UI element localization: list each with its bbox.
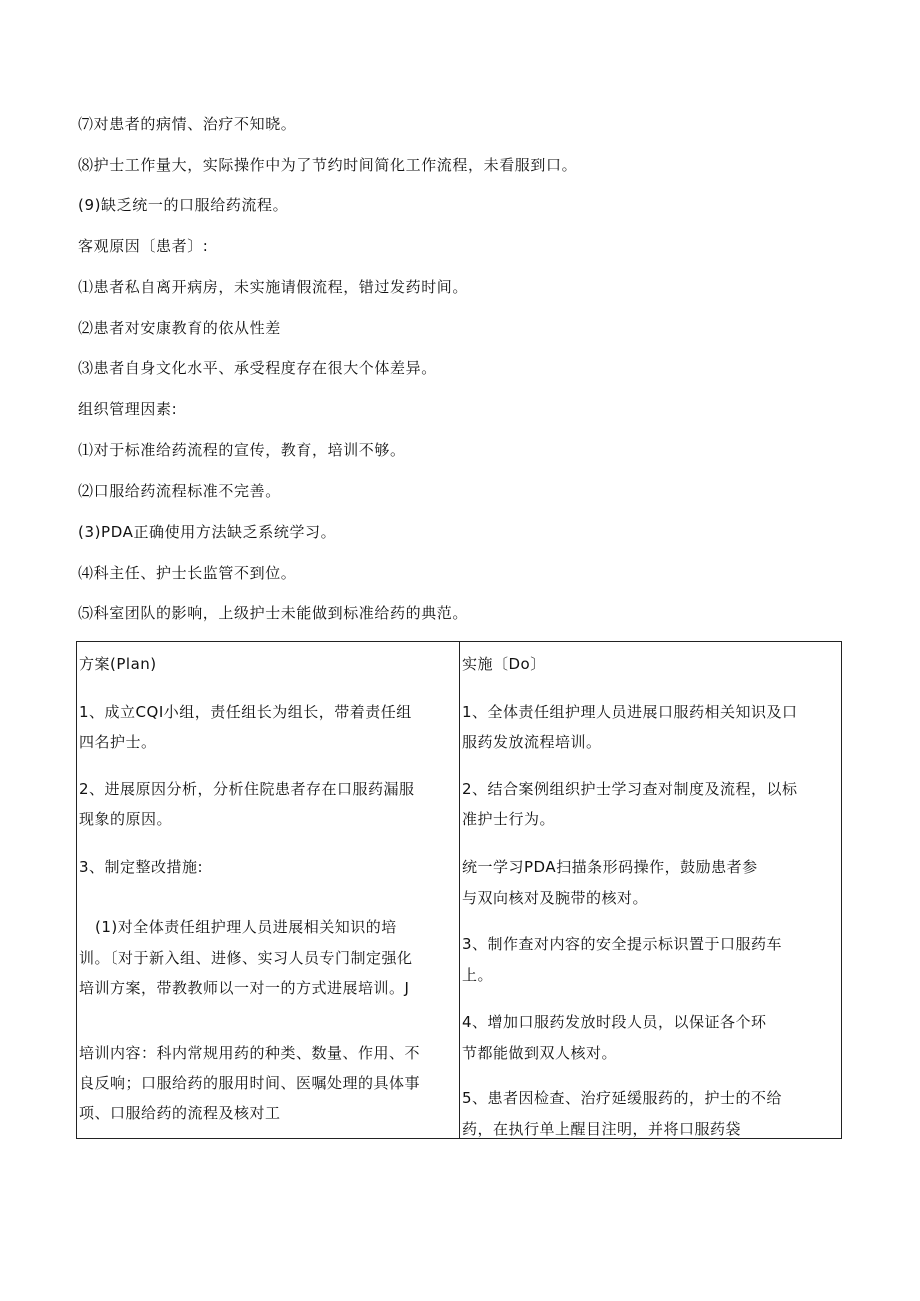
plan-line: 项、口服给药的流程及核对工 xyxy=(79,1104,281,1122)
cause-item-8: ⑻护士工作量大，实际操作中为了节约时间简化工作流程，未看服到口。 xyxy=(78,156,578,174)
patient-cause-3: ⑶患者自身文化水平、承受程度存在很大个体差异。 xyxy=(78,359,437,377)
plan-line: 3、制定整改措施: xyxy=(79,858,204,876)
plan-cell xyxy=(77,642,459,1138)
management-factor-3: (3)PDA正确使用方法缺乏系统学习。 xyxy=(78,523,337,541)
do-line: 药，在执行单上醒目注明，并将口服药袋 xyxy=(462,1120,742,1138)
plan-line: (1)对全体责任组护理人员进展相关知识的培 xyxy=(95,918,397,936)
management-factor-1: ⑴对于标准给药流程的宣传，教育，培训不够。 xyxy=(78,441,406,459)
cause-item-9: (9)缺乏统一的口服给药流程。 xyxy=(78,196,289,214)
section-heading-management-factors: 组织管理因素: xyxy=(78,400,178,418)
patient-cause-1: ⑴患者私自离开病房，未实施请假流程，错过发药时间。 xyxy=(78,278,469,296)
plan-line: 训。〔对于新入组、进修、实习人员专门制定强化 xyxy=(79,949,413,967)
do-line: 服药发放流程培训。 xyxy=(462,733,602,751)
plan-header: 方案(Plan) xyxy=(79,655,157,673)
do-line: 统一学习PDA扫描条形码操作，鼓励患者参 xyxy=(462,858,758,876)
patient-cause-2: ⑵患者对安康教育的依从性差 xyxy=(78,319,281,337)
management-factor-2: ⑵口服给药流程标准不完善。 xyxy=(78,482,281,500)
do-line: 1、全体责任组护理人员进展口服药相关知识及口 xyxy=(462,703,798,721)
plan-line: 四名护士。 xyxy=(79,733,157,751)
management-factor-5: ⑸科室团队的影响，上级护士未能做到标准给药的典范。 xyxy=(78,604,469,622)
cause-item-7: ⑺对患者的病情、治疗不知晓。 xyxy=(78,115,297,133)
plan-line: 2、进展原因分析，分析住院患者存在口服药漏服 xyxy=(79,780,415,798)
do-line: 上。 xyxy=(462,966,494,984)
do-line: 准护士行为。 xyxy=(462,810,556,828)
management-factor-4: ⑷科主任、护士长监管不到位。 xyxy=(78,564,297,582)
plan-line: 现象的原因。 xyxy=(79,810,173,828)
plan-line: 培训内容：科内常规用药的种类、数量、作用、不 xyxy=(79,1044,421,1062)
section-heading-patient-causes: 客观原因〔患者〕: xyxy=(78,237,209,255)
plan-do-table xyxy=(76,641,842,1139)
do-line: 节都能做到双人核对。 xyxy=(462,1044,618,1062)
plan-line: 培训方案，带教教师以一对一的方式进展培训。J xyxy=(79,979,410,997)
do-line: 3、制作查对内容的安全提示标识置于口服药车 xyxy=(462,935,783,953)
do-cell xyxy=(460,642,841,1138)
do-line: 5、患者因检查、治疗延缓服药的，护士的不给 xyxy=(462,1089,783,1107)
do-header: 实施〔Do〕 xyxy=(462,655,546,673)
do-line: 2、结合案例组织护士学习查对制度及流程，以标 xyxy=(462,780,798,798)
plan-line: 良反响；口服给药的服用时间、医嘱处理的具体事 xyxy=(79,1074,421,1092)
do-line: 4、增加口服药发放时段人员，以保证各个环 xyxy=(462,1013,767,1031)
plan-line: 1、成立CQI小组，责任组长为组长，带着责任组 xyxy=(79,703,412,721)
do-line: 与双向核对及腕带的核对。 xyxy=(462,889,649,907)
